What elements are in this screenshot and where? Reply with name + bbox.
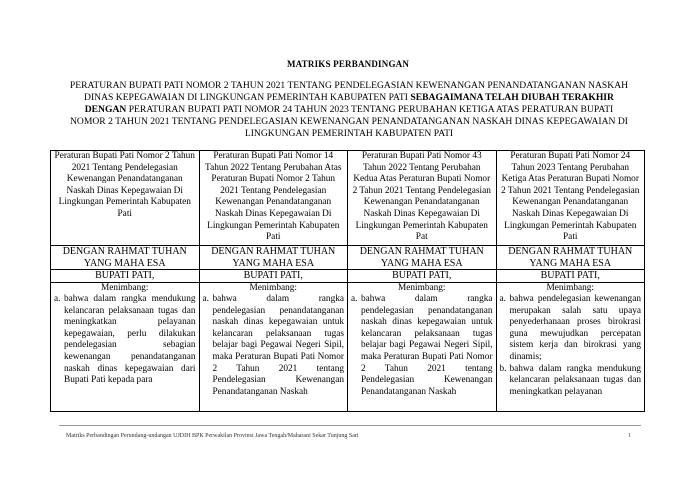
subtitle-bold: SEBAGAIMANA TELAH DIUBAH TERAKHIR DENGAN (84, 92, 614, 115)
bupati-cell-1: BUPATI PATI, (51, 270, 200, 283)
menimbang-cell-2 (199, 282, 348, 411)
menimbang-cell-4 (496, 282, 645, 411)
footer-divider (59, 425, 641, 426)
rahmat-cell-4: DENGAN RAHMAT TUHAN YANG MAHA ESA (496, 246, 645, 270)
page-number: 1 (628, 432, 632, 439)
header-cell-3: Peraturan Bupati Pati Nomor 43 Tahun 2022 Tentang Perubahan Kedua Atas Peraturan Bupati Nomor 2 Tahun 2021 Tentang Pendelegasian Kewenangan Penandatanganan Naskah Dinas Kepegawaian Di Lingkungan Pemerintah Kabupaten Pat (348, 151, 497, 246)
document-title: MATRIKS PERBANDINGAN (286, 59, 410, 69)
consideration-item (203, 294, 345, 398)
consideration-item (500, 294, 642, 364)
menimbang-row (51, 282, 645, 411)
item-label: a. (499, 294, 506, 305)
item-text: bahwa dalam rangka pendelegasian penandatanganan naskah dinas kepegawaian untuk kelancaran pelaksanaan tugas belajar bagi Pegawai Negeri Sipil, maka Peraturan Bupati Pati Nomor 2 Tahun 2021 tentang Pendelegasian Kewenangan Penandatanganan Naskah (361, 294, 493, 397)
item-label: b. (499, 363, 507, 374)
header-cell-4: Peraturan Bupati Pati Nomor 24 Tahun 2023 Tentang Perubahan Ketiga Atas Peraturan Bupati Nomor 2 Tahun 2021 Tentang Pendelegasian Kewenangan Penandatanganan Naskah Dinas Kepegawaian Di Lingkungan Pemerintah Kabupaten Pati (496, 151, 645, 246)
consideration-item (500, 364, 642, 399)
menimbang-cell-3 (348, 282, 497, 411)
menimbang-label: Menimbang: (546, 282, 594, 293)
item-text: bahwa dalam rangka mendukung kelancaran pelaksanaan tugas dan meningkatkan pelayanan (509, 363, 641, 397)
header-row (51, 151, 645, 246)
page-footer: Matriks Perbandingan Perundang-undangan UJDIH BPK Perwakilan Provinsi Jawa Tengah/Maharani Sekar Tunjung Sari (66, 433, 359, 439)
item-label: a. (54, 294, 61, 305)
bupati-cell-3: BUPATI PATI, (348, 270, 497, 283)
item-text: bahwa dalam rangka mendukung kelancaran pelaksanaan tugas dan meningkatkan pelayanan kepegawaian, perlu dilakukan pendelegasian sebagian kewenangan penandatanganan naskah dinas kepegawaian dari Bupati Pati kepada para (64, 294, 196, 386)
comparison-table (50, 150, 645, 412)
consideration-item (54, 294, 196, 387)
bupati-cell-4: BUPATI PATI, (496, 270, 645, 283)
bupati-cell-2: BUPATI PATI, (199, 270, 348, 283)
item-label: a. (351, 294, 358, 305)
rahmat-cell-1: DENGAN RAHMAT TUHAN YANG MAHA ESA (51, 246, 200, 270)
item-label: a. (202, 294, 209, 305)
item-text: bahwa pendelegasian kewenangan merupakan salah satu upaya penyederhanaan proses birokrasi guna mewujudkan percepatan sistem kerja dan birokrasi yang dinamis; (509, 294, 641, 363)
header-cell-1: Peraturan Bupati Pati Nomor 2 Tahun 2021 Tentang Pendelegasian Kewenangan Penandatanganan Naskah Dinas Kepegawaian Di Lingkungan Pemerintah Kabupaten Pati (51, 151, 200, 246)
bupati-row (51, 270, 645, 283)
rahmat-cell-3: DENGAN RAHMAT TUHAN YANG MAHA ESA (348, 246, 497, 270)
menimbang-label: Menimbang: (249, 282, 297, 293)
consideration-item (351, 294, 493, 398)
menimbang-label: Menimbang: (397, 282, 446, 293)
rahmat-row (51, 246, 645, 270)
subtitle-part-2: PERATURAN BUPATI PATI NOMOR 24 TAHUN 2023 TENTANG PERUBAHAN KETIGA ATAS PERATURAN BUPATI NOMOR 2 TAHUN 2021 TENTANG PENDELEGASIAN KEWENANGAN PENANDATANGANAN NASKAH DINAS KEPEGAWAIAN DI LINGKUNGAN PEMERINTAH KABUPATEN PATI (69, 104, 629, 139)
menimbang-label: Menimbang: (100, 282, 149, 293)
rahmat-cell-2: DENGAN RAHMAT TUHAN YANG MAHA ESA (199, 246, 348, 270)
item-text: bahwa dalam rangka pendelegasian penandatanganan naskah dinas kepegawaian untuk kelancaran pelaksanaan tugas belajar bagi Pegawai Negeri Sipil, maka Peraturan Bupati Pati Nomor 2 Tahun 2021 tentang Pendelegasian Kewenangan Penandatanganan Naskah (212, 294, 344, 397)
header-cell-2: Peraturan Bupati Pati Nomor 14 Tahun 2022 Tentang Perubahan Atas Peraturan Bupati Nomor 2 Tahun 2021 Tentang Pendelegasian Kewenangan Penandatanganan Naskah Dinas Kepegawaian Di Lingkungan Pemerintah Kabupaten Pati (199, 151, 348, 246)
menimbang-cell-1 (51, 282, 200, 411)
document-subtitle (66, 80, 632, 140)
subtitle-part-1: PERATURAN BUPATI PATI NOMOR 2 TAHUN 2021 TENTANG PENDELEGASIAN KEWENANGAN PENANDATANGANAN NASKAH DINAS KEPEGAWAIAN DI LINGKUNGAN PEMERINTAH KABUPATEN PATI (69, 80, 629, 103)
